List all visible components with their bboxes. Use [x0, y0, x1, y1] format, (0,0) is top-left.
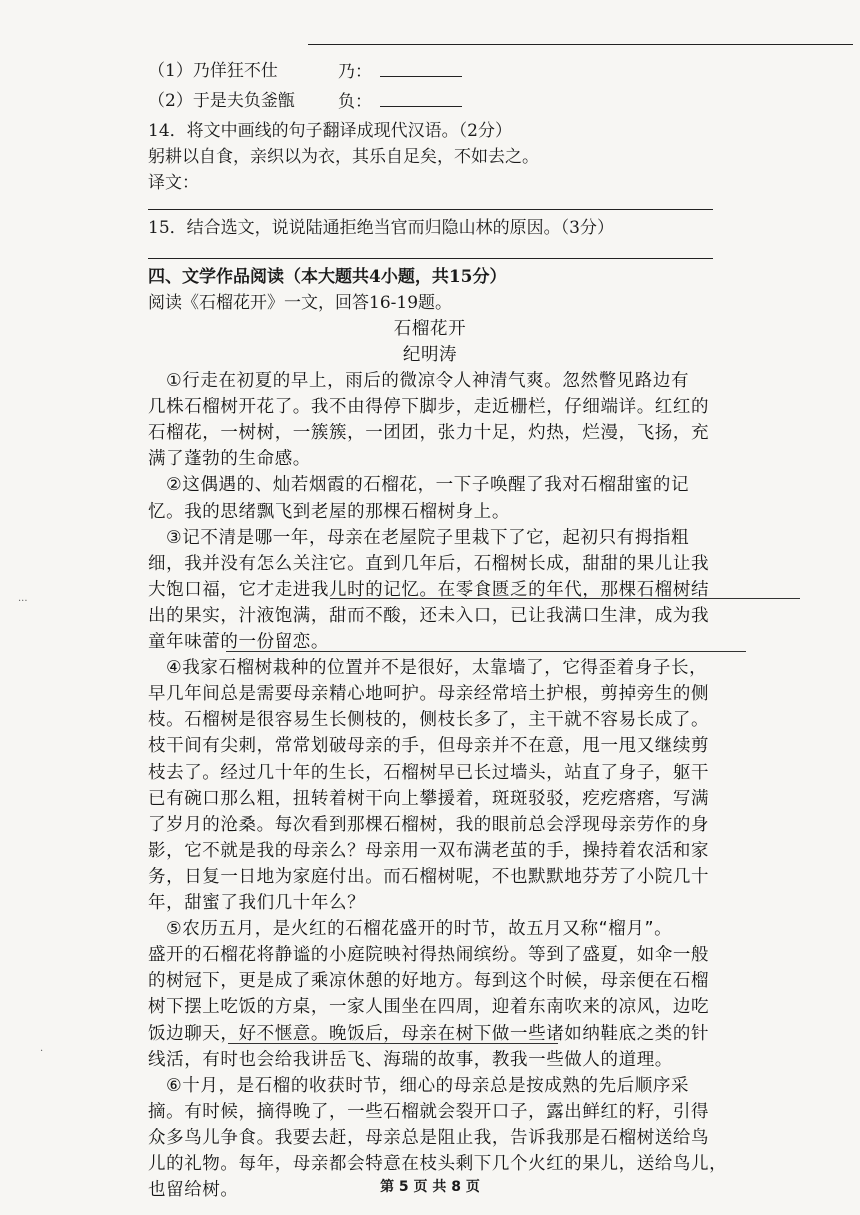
article-line: ⑥十月，是石榴的收获时节，细心的母亲总是按成熟的先后顺序采 — [166, 1076, 690, 1096]
article-line: 已有碗口那么粗，扭转着树干向上攀援着，斑斑驳驳，疙疙瘩瘩，写满 — [148, 789, 710, 809]
article-line: 忆。我的思绪飘飞到老屋的那棵石榴树身上。 — [148, 502, 510, 522]
margin-dot: · — [40, 1046, 44, 1057]
strike-mark-3 — [228, 1043, 558, 1044]
q13-item2-answer — [338, 88, 462, 115]
article-line: ②这偶遇的、灿若烟霞的石榴花，一下子唤醒了我对石榴甜蜜的记 — [166, 475, 690, 495]
article-line: ⑤农历五月，是火红的石榴花盛开的时节，故五月又称“榴月”。 — [166, 919, 673, 939]
strike-mark-2 — [226, 651, 746, 652]
q15-question: 15．结合选文，说说陆通拒绝当官而归隐山林的原因。（3分） — [148, 218, 614, 238]
article-line: 童年味蕾的一份留恋。 — [148, 632, 329, 652]
article-line: 枝去了。经过几十年的生长，石榴树早已长过墙头，站直了身子，躯干 — [148, 763, 710, 783]
article-line: 出的果实，汁液饱满，甜而不酸，还未入口，已让我满口生津，成为我 — [148, 606, 710, 626]
q14-question: 14．将文中画线的句子翻译成现代汉语。（2分） — [148, 121, 512, 141]
article-line: 细，我并没有怎么关注它。直到几年后，石榴树长成，甜甜的果儿让我 — [148, 554, 710, 574]
q13-item1 — [148, 58, 278, 84]
q13-item1-blank — [380, 58, 462, 77]
article-line: 枝干间有尖刺，常常划破母亲的手，但母亲并不在意，甩一甩又继续剪 — [148, 736, 710, 756]
article-line: 务，日复一日地为家庭付出。而石榴树呢，不也默默地芬芳了小院几十 — [148, 867, 710, 887]
q13-item2-label: 负： — [338, 92, 372, 112]
q14-sentence: 躬耕以自食，亲织以为衣，其乐自足矣，不如去之。 — [148, 147, 539, 167]
q14-answer-line — [148, 209, 713, 210]
section4-instruction: 阅读《石榴花开》一文，回答16-19题。 — [148, 293, 453, 313]
article-line: 几株石榴树开花了。我不由得停下脚步，走近栅栏，仔细端详。红红的 — [148, 397, 710, 417]
article-line: 树下摆上吃饭的方桌，一家人围坐在四周，迎着东南吹来的凉风，边吃 — [148, 997, 710, 1017]
article-line: 饭边聊天，好不惬意。晚饭后，母亲在树下做一些诸如纳鞋底之类的针 — [148, 1024, 710, 1044]
article-line: 早几年间总是需要母亲精心地呵护。母亲经常培土护根，剪掉旁生的侧 — [148, 684, 710, 704]
article-line: 盛开的石榴花将静谧的小庭院映衬得热闹缤纷。等到了盛夏，如伞一般 — [148, 945, 710, 965]
q13-item1-answer — [338, 58, 462, 85]
article-line: 枝。石榴树是很容易生长侧枝的，侧枝长多了，主干就不容易长成了。 — [148, 710, 710, 730]
article-line: 众多鸟儿争食。我要去赶，母亲总是阻止我，告诉我那是石榴树送给鸟 — [148, 1128, 710, 1148]
article-line: 大饱口福，它才走进我儿时的记忆。在零食匮乏的年代，那棵石榴树结 — [148, 580, 710, 600]
q13-item1-label: 乃： — [338, 62, 372, 82]
q13-item1-text: （1）乃佯狂不仕 — [148, 61, 278, 81]
article-author: 纪明涛 — [402, 345, 458, 365]
q13-item2 — [148, 88, 295, 114]
article-line: 摘。有时候，摘得晚了，一些石榴就会裂开口子，露出鲜红的籽，引得 — [148, 1102, 710, 1122]
q14-answer-label: 译文： — [148, 173, 199, 193]
section4-heading: 四、文学作品阅读（本大题共4小题，共15分） — [148, 267, 507, 287]
article-line: ④我家石榴树栽种的位置并不是很好，太靠墙了，它得歪着身子长， — [166, 658, 708, 678]
article-line: 了岁月的沧桑。每次看到那棵石榴树，我的眼前总会浮现母亲劳作的身 — [148, 815, 710, 835]
article-line: ①行走在初夏的早上，雨后的微凉令人神清气爽。忽然瞥见路边有 — [166, 371, 690, 391]
article-line: 也留给树。 — [148, 1180, 239, 1200]
article-line: ③记不清是哪一年，母亲在老屋院子里栽下了它，起初只有拇指粗 — [166, 528, 690, 548]
q13-item2-blank — [380, 88, 462, 107]
article-title: 石榴花开 — [393, 319, 467, 339]
page-footer: 第 5 页 共 8 页 — [380, 1179, 480, 1195]
article-line: 儿的礼物。每年，母亲都会特意在枝头剩下几个火红的果儿，送给鸟儿， — [148, 1154, 728, 1174]
top-answer-line — [308, 44, 853, 45]
article-line: 线活，有时也会给我讲岳飞、海瑞的故事，教我一些做人的道理。 — [148, 1050, 673, 1070]
q13-item2-text: （2）于是夫负釜甑 — [148, 91, 295, 111]
q15-answer-line — [148, 258, 713, 259]
article-line: 影，它不就是我的母亲么？母亲用一双布满老茧的手，操持着农活和家 — [148, 841, 710, 861]
article-line: 年，甜蜜了我们几十年么？ — [148, 893, 366, 913]
margin-mark: ··· — [18, 596, 28, 607]
article-line: 石榴花，一树树，一簇簇，一团团，张力十足，灼热，烂漫，飞扬，充 — [148, 423, 710, 443]
strike-mark-1 — [330, 598, 800, 599]
article-line: 的树冠下，更是成了乘凉休憩的好地方。每到这个时候，母亲便在石榴 — [148, 971, 710, 991]
article-line: 满了蓬勃的生命感。 — [148, 449, 311, 469]
